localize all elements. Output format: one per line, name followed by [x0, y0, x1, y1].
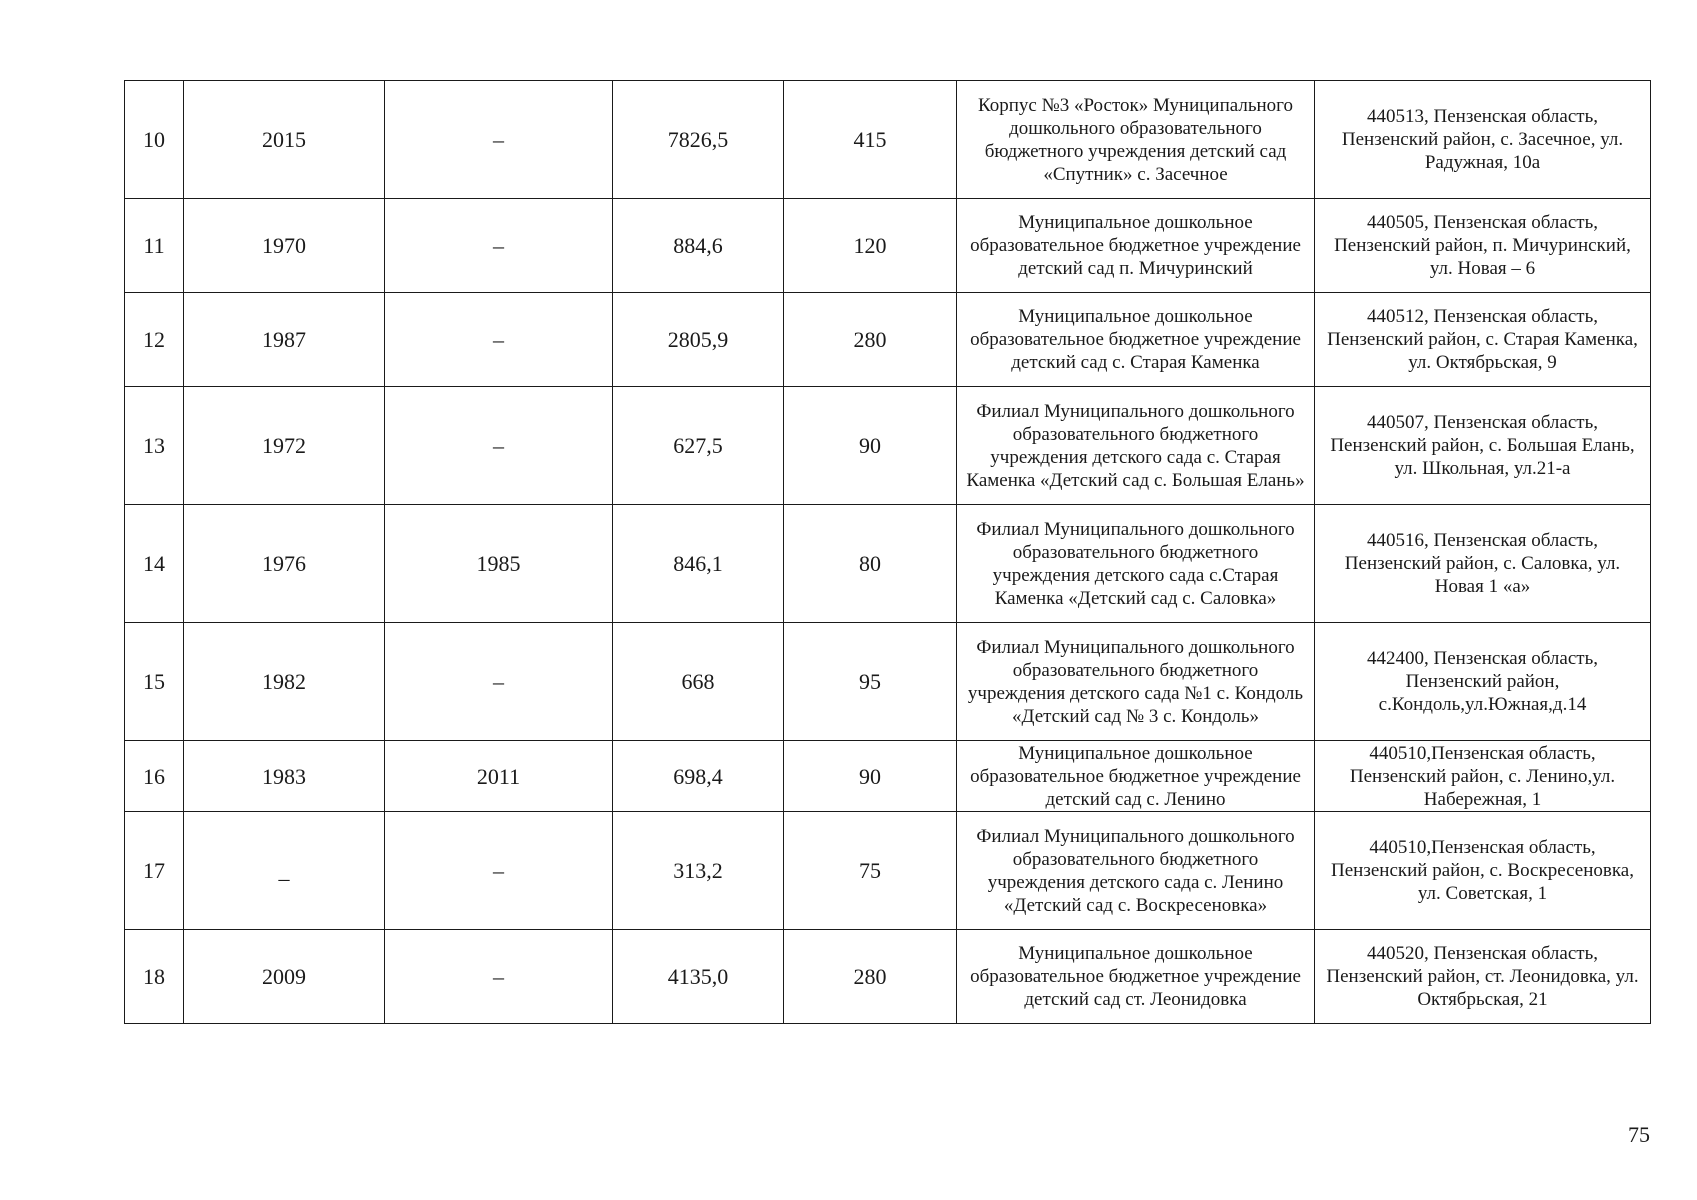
cell-year-renovated: –: [385, 812, 613, 930]
cell-address: 440513, Пензенская область, Пензенский район, с. Засечное, ул. Радужная, 10а: [1315, 81, 1651, 199]
cell-area: 7826,5: [613, 81, 784, 199]
cell-address: 440510,Пензенская область, Пензенский район, с. Воскресеновка, ул. Советская, 1: [1315, 812, 1651, 930]
cell-capacity: 95: [784, 623, 957, 741]
table-row: [125, 199, 1651, 293]
cell-capacity: 415: [784, 81, 957, 199]
cell-number: 18: [125, 930, 184, 1024]
cell-area: 698,4: [613, 741, 784, 812]
table-row: [125, 505, 1651, 623]
cell-year-built: 1982: [184, 623, 385, 741]
cell-year-renovated: –: [385, 199, 613, 293]
cell-number: 10: [125, 81, 184, 199]
cell-number: 17: [125, 812, 184, 930]
cell-capacity: 280: [784, 930, 957, 1024]
cell-address: 440512, Пензенская область, Пензенский район, с. Старая Каменка, ул. Октябрьская, 9: [1315, 293, 1651, 387]
cell-number: 15: [125, 623, 184, 741]
cell-area: 627,5: [613, 387, 784, 505]
cell-institution: Муниципальное дошкольное образовательное бюджетное учреждение детский сад ст. Леонидовка: [957, 930, 1315, 1024]
cell-address: 442400, Пензенская область, Пензенский район, с.Кондоль,ул.Южная,д.14: [1315, 623, 1651, 741]
cell-capacity: 280: [784, 293, 957, 387]
cell-institution: Филиал Муниципального дошкольного образовательного бюджетного учреждения детского сада с. Ленино «Детский сад с. Воскресеновка»: [957, 812, 1315, 930]
cell-institution: Филиал Муниципального дошкольного образовательного бюджетного учреждения детского сада №1 с. Кондоль «Детский сад № 3 с. Кондоль»: [957, 623, 1315, 741]
cell-area: 668: [613, 623, 784, 741]
cell-year-renovated: 2011: [385, 741, 613, 812]
cell-year-built: 1983: [184, 741, 385, 812]
cell-institution: Муниципальное дошкольное образовательное бюджетное учреждение детский сад п. Мичуринский: [957, 199, 1315, 293]
cell-address: 440505, Пензенская область, Пензенский район, п. Мичуринский, ул. Новая – 6: [1315, 199, 1651, 293]
table-row: [125, 812, 1651, 930]
cell-year-renovated: 1985: [385, 505, 613, 623]
table-row: [125, 623, 1651, 741]
cell-year-built: 2015: [184, 81, 385, 199]
cell-address: 440516, Пензенская область, Пензенский район, с. Саловка, ул. Новая 1 «а»: [1315, 505, 1651, 623]
cell-year-renovated: –: [385, 387, 613, 505]
cell-capacity: 120: [784, 199, 957, 293]
cell-year-built: 1970: [184, 199, 385, 293]
cell-number: 14: [125, 505, 184, 623]
kindergarten-table: [124, 80, 1651, 1024]
cell-year-built: _: [184, 812, 385, 930]
cell-institution: Филиал Муниципального дошкольного образовательного бюджетного учреждения детского сада с. Старая Каменка «Детский сад с. Большая Елань»: [957, 387, 1315, 505]
cell-number: 13: [125, 387, 184, 505]
cell-institution: Муниципальное дошкольное образовательное бюджетное учреждение детский сад с. Ленино: [957, 741, 1315, 812]
cell-year-renovated: –: [385, 81, 613, 199]
cell-capacity: 90: [784, 741, 957, 812]
cell-year-renovated: –: [385, 930, 613, 1024]
cell-capacity: 90: [784, 387, 957, 505]
cell-address: 440507, Пензенская область, Пензенский район, с. Большая Елань, ул. Школьная, ул.21-а: [1315, 387, 1651, 505]
cell-institution: Муниципальное дошкольное образовательное бюджетное учреждение детский сад с. Старая Каменка: [957, 293, 1315, 387]
cell-year-built: 1976: [184, 505, 385, 623]
cell-area: 2805,9: [613, 293, 784, 387]
table-row: [125, 293, 1651, 387]
cell-number: 16: [125, 741, 184, 812]
cell-year-renovated: –: [385, 293, 613, 387]
cell-number: 11: [125, 199, 184, 293]
cell-number: 12: [125, 293, 184, 387]
table-row: [125, 741, 1651, 812]
cell-year-built: 1987: [184, 293, 385, 387]
cell-area: 313,2: [613, 812, 784, 930]
page-number: 75: [1628, 1122, 1650, 1147]
cell-institution: Филиал Муниципального дошкольного образовательного бюджетного учреждения детского сада с.Старая Каменка «Детский сад с. Саловка»: [957, 505, 1315, 623]
cell-year-built: 1972: [184, 387, 385, 505]
table-row: [125, 81, 1651, 199]
cell-capacity: 80: [784, 505, 957, 623]
cell-institution: Корпус №3 «Росток» Муниципального дошкольного образовательного бюджетного учреждения детский сад «Спутник» с. Засечное: [957, 81, 1315, 199]
table-row: [125, 387, 1651, 505]
cell-address: 440510,Пензенская область, Пензенский район, с. Ленино,ул. Набережная, 1: [1315, 741, 1651, 812]
cell-area: 4135,0: [613, 930, 784, 1024]
cell-address: 440520, Пензенская область, Пензенский район, ст. Леонидовка, ул. Октябрьская, 21: [1315, 930, 1651, 1024]
cell-area: 846,1: [613, 505, 784, 623]
cell-capacity: 75: [784, 812, 957, 930]
table-row: [125, 930, 1651, 1024]
cell-area: 884,6: [613, 199, 784, 293]
cell-year-built: 2009: [184, 930, 385, 1024]
cell-year-renovated: –: [385, 623, 613, 741]
